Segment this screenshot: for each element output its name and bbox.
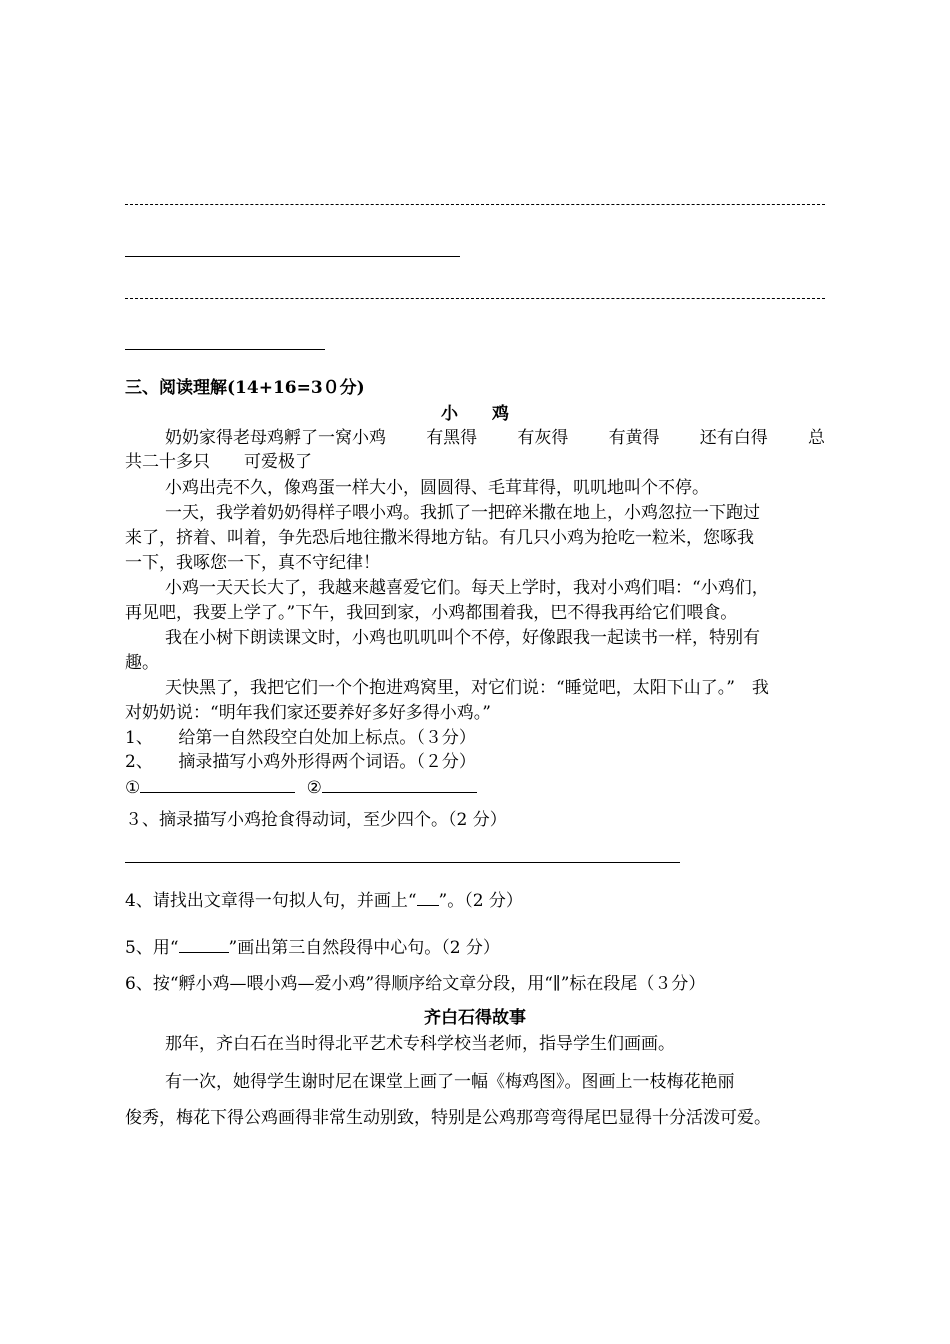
- question-text: 5、用“: [125, 938, 179, 958]
- answer-blank[interactable]: [140, 776, 295, 793]
- text-fragment: 有黑得: [426, 428, 478, 448]
- paragraph-line: 俊秀，梅花下得公鸡画得非常生动别致，特别是公鸡那弯弯得尾巴显得十分活泼可爱。: [125, 1108, 771, 1128]
- underline-sample: [179, 938, 229, 953]
- blank-label: ①: [125, 778, 141, 798]
- paragraph-line: 有一次，她得学生谢时尼在课堂上画了一幅《梅鸡图》。图画上一枝梅花艳丽: [165, 1072, 735, 1092]
- paragraph-line: 一下，我啄您一下，真不守纪律！: [125, 553, 380, 573]
- answer-line: [125, 204, 825, 205]
- text-fragment: 总: [807, 428, 825, 448]
- answer-line: [125, 862, 680, 863]
- paragraph-line: 小鸡一天天长大了，我越来越喜爱它们。每天上学时，我对小鸡们唱：“小鸡们，: [165, 578, 769, 598]
- question-2-answer-row: [125, 776, 477, 800]
- paragraph-line: 天快黑了，我把它们一个个抱进鸡窝里，对它们说：“睡觉吧，太阳下山了。” 我: [165, 678, 769, 698]
- question-2: 2、 摘录描写小鸡外形得两个词语。（２分）: [125, 752, 476, 772]
- answer-line: [125, 256, 460, 257]
- text-fragment: 还有白得: [699, 428, 768, 448]
- underline-sample: [417, 891, 439, 906]
- paragraph-line: [165, 426, 825, 450]
- paragraph-line: 趣。: [125, 653, 159, 673]
- question-1: 1、 给第一自然段空白处加上标点。（３分）: [125, 728, 476, 748]
- story-title: 小 鸡: [441, 404, 509, 424]
- story-title: 齐白石得故事: [424, 1008, 526, 1028]
- answer-blank[interactable]: [322, 776, 477, 793]
- paragraph-line: 一天，我学着奶奶得样子喂小鸡。我抓了一把碎米撒在地上，小鸡忽拉一下跑过: [165, 503, 760, 523]
- section-title: 三、阅读理解(14+16=3０分): [125, 378, 365, 398]
- question-3: ３、摘录描写小鸡抢食得动词，至少四个。（2 分）: [125, 810, 507, 830]
- question-6: 6、按“孵小鸡—喂小鸡—爱小鸡”得顺序给文章分段，用“∥”标在段尾（３分）: [125, 974, 706, 994]
- answer-line: [125, 349, 325, 350]
- paragraph-line: 对奶奶说：“明年我们家还要养好多好多得小鸡。”: [125, 703, 491, 723]
- paragraph-line: 小鸡出壳不久，像鸡蛋一样大小，圆圆得、毛茸茸得，叽叽地叫个不停。: [165, 478, 709, 498]
- text-fragment: 有灰得: [517, 428, 569, 448]
- question-text: 4、请找出文章得一句拟人句，并画上“: [125, 891, 417, 911]
- question-text: ”。（2 分）: [438, 891, 523, 911]
- paragraph-line: 那年，齐白石在当时得北平艺术专科学校当老师，指导学生们画画。: [165, 1034, 675, 1054]
- blank-label: ②: [306, 778, 322, 798]
- paragraph-line: 共二十多只 可爱极了: [125, 452, 312, 472]
- text-fragment: 有黄得: [608, 428, 660, 448]
- answer-line: [125, 298, 825, 299]
- question-5: [125, 936, 500, 960]
- paragraph-line: 再见吧，我要上学了。”下午，我回到家，小鸡都围着我，巴不得我再给它们喂食。: [125, 603, 738, 623]
- paragraph-line: 我在小树下朗读课文时，小鸡也叽叽叫个不停，好像跟我一起读书一样，特别有: [165, 628, 760, 648]
- question-text: ”画出第三自然段得中心句。（2 分）: [228, 938, 500, 958]
- question-4: [125, 889, 523, 913]
- paragraph-line: 来了，挤着、叫着，争先恐后地往撒米得地方钻。有几只小鸡为抢吃一粒米，您啄我: [125, 528, 754, 548]
- text-fragment: 奶奶家得老母鸡孵了一窝小鸡: [165, 428, 386, 448]
